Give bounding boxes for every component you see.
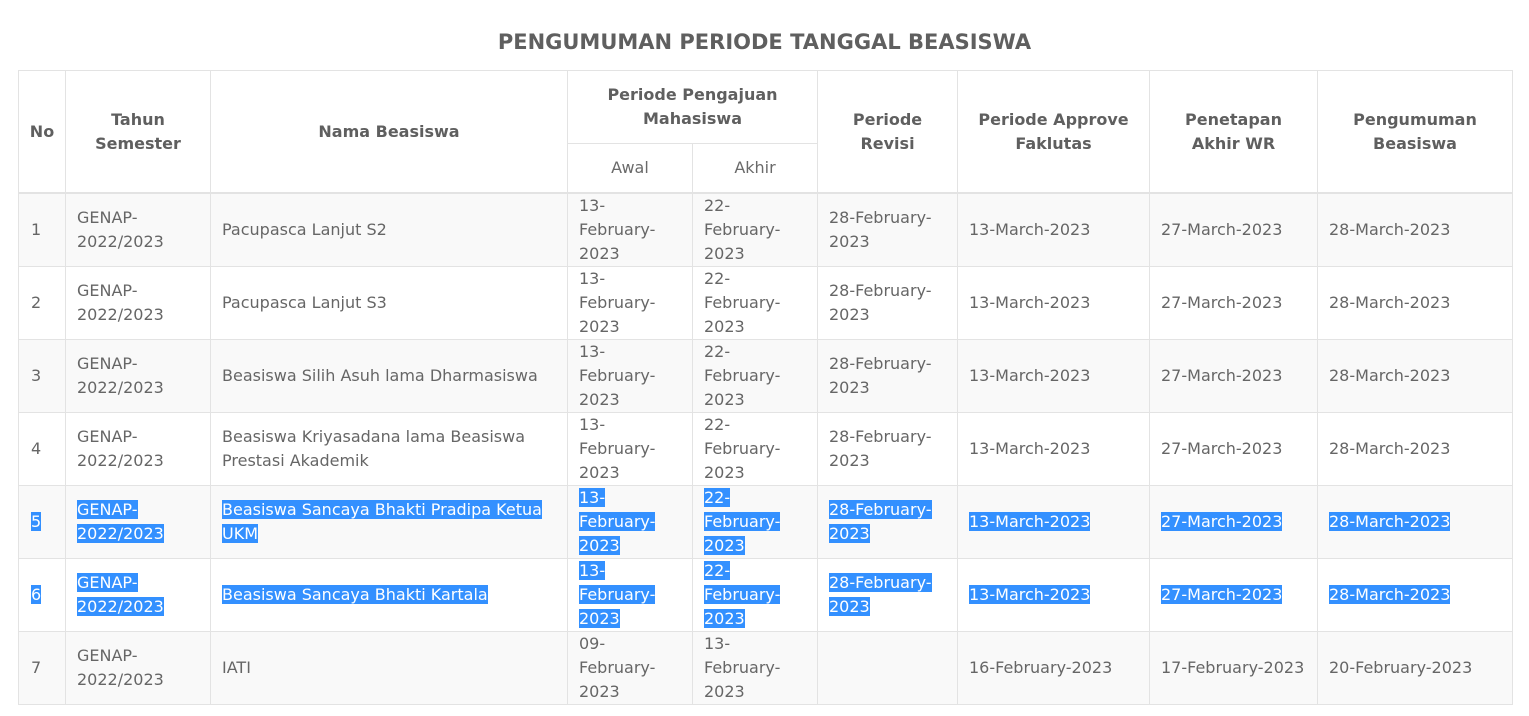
cell-akhir [693,340,818,413]
cell-penetapan-akhir [1150,193,1318,267]
cell-akhir [693,413,818,486]
cell-penetapan-akhir-text: 27-March-2023 [1161,585,1283,604]
cell-nama-beasiswa-text: Beasiswa Sancaya Bhakti Kartala [222,585,488,604]
cell-penetapan-akhir-text: 27-March-2023 [1161,220,1283,239]
table-row [19,193,1513,267]
cell-akhir [693,193,818,267]
cell-periode-revisi [818,413,958,486]
cell-no-text: 1 [31,220,42,239]
cell-periode-revisi [818,193,958,267]
cell-pengumuman [1318,413,1513,486]
header-penetapan-akhir: Penetapan Akhir WR [1150,71,1318,194]
cell-periode-approve [958,632,1150,705]
cell-akhir-text: 22-February-2023 [704,269,781,336]
page-title: PENGUMUMAN PERIODE TANGGAL BEASISWA [497,30,1032,54]
cell-awal [568,267,693,340]
table-row [19,340,1513,413]
cell-no [19,340,66,413]
cell-no-text: 7 [31,658,42,677]
cell-nama-beasiswa [211,340,568,413]
cell-tahun-semester-text: GENAP-2022/2023 [77,281,164,324]
scholarship-table [18,70,1513,705]
cell-no [19,267,66,340]
cell-periode-approve-text: 13-March-2023 [969,512,1091,531]
cell-awal [568,559,693,632]
table-row [19,486,1513,559]
cell-akhir [693,486,818,559]
header-awal: Awal [568,144,693,194]
cell-periode-revisi-text: 28-February-2023 [829,427,932,470]
cell-nama-beasiswa-text: Beasiswa Kriyasadana lama Beasiswa Prestasi Akademik [222,427,525,470]
cell-periode-revisi [818,632,958,705]
cell-nama-beasiswa-text: Pacupasca Lanjut S3 [222,293,387,312]
cell-no [19,486,66,559]
header-periode-revisi: Periode Revisi [818,71,958,194]
cell-pengumuman-text: 20-February-2023 [1329,658,1473,677]
cell-penetapan-akhir [1150,340,1318,413]
cell-no-text: 3 [31,366,42,385]
cell-tahun-semester [66,486,211,559]
cell-periode-approve-text: 13-March-2023 [969,585,1091,604]
cell-nama-beasiswa-text: Pacupasca Lanjut S2 [222,220,387,239]
cell-tahun-semester [66,193,211,267]
cell-akhir-text: 22-February-2023 [704,561,781,628]
cell-periode-revisi-text: 28-February-2023 [829,500,932,543]
cell-nama-beasiswa-text: IATI [222,658,251,677]
cell-no-text: 6 [31,585,42,604]
cell-periode-approve [958,193,1150,267]
cell-tahun-semester [66,559,211,632]
cell-pengumuman [1318,340,1513,413]
cell-no [19,413,66,486]
cell-pengumuman [1318,193,1513,267]
cell-periode-revisi [818,340,958,413]
cell-akhir [693,267,818,340]
cell-nama-beasiswa [211,267,568,340]
cell-pengumuman-text: 28-March-2023 [1329,585,1451,604]
cell-awal-text: 09-February-2023 [579,634,656,701]
cell-no-text: 2 [31,293,42,312]
cell-penetapan-akhir-text: 27-March-2023 [1161,366,1283,385]
cell-awal [568,413,693,486]
cell-penetapan-akhir [1150,632,1318,705]
cell-no [19,193,66,267]
cell-tahun-semester [66,340,211,413]
cell-tahun-semester [66,413,211,486]
cell-tahun-semester-text: GENAP-2022/2023 [77,208,164,251]
cell-pengumuman [1318,632,1513,705]
cell-periode-approve [958,413,1150,486]
table-row [19,632,1513,705]
header-akhir: Akhir [693,144,818,194]
cell-no-text: 5 [31,512,42,531]
cell-pengumuman-text: 28-March-2023 [1329,366,1451,385]
cell-tahun-semester-text: GENAP-2022/2023 [77,427,164,470]
header-periode-approve: Periode Approve Faklutas [958,71,1150,194]
cell-periode-revisi-text: 28-February-2023 [829,354,932,397]
cell-akhir-text: 22-February-2023 [704,196,781,263]
header-nama-beasiswa: Nama Beasiswa [211,71,568,194]
cell-akhir-text: 22-February-2023 [704,415,781,482]
cell-awal-text: 13-February-2023 [579,415,656,482]
cell-penetapan-akhir-text: 27-March-2023 [1161,512,1283,531]
cell-tahun-semester [66,267,211,340]
cell-tahun-semester-text: GENAP-2022/2023 [77,500,164,543]
cell-no [19,632,66,705]
cell-akhir [693,632,818,705]
cell-nama-beasiswa-text: Beasiswa Sancaya Bhakti Pradipa Ketua UKM [222,500,542,543]
cell-no-text: 4 [31,439,42,458]
cell-awal [568,486,693,559]
cell-awal-text: 13-February-2023 [579,196,656,263]
cell-awal [568,632,693,705]
cell-periode-approve [958,340,1150,413]
cell-pengumuman-text: 28-March-2023 [1329,220,1451,239]
header-periode-pengajuan: Periode Pengajuan Mahasiswa [568,71,818,144]
cell-periode-revisi [818,486,958,559]
table-row [19,267,1513,340]
header-pengumuman: Pengumuman Beasiswa [1318,71,1513,194]
table-body [19,193,1513,705]
cell-akhir-text: 22-February-2023 [704,488,781,555]
cell-periode-revisi-text: 28-February-2023 [829,281,932,324]
cell-nama-beasiswa-text: Beasiswa Silih Asuh lama Dharmasiswa [222,366,538,385]
cell-periode-approve [958,559,1150,632]
cell-penetapan-akhir-text: 27-March-2023 [1161,439,1283,458]
cell-awal-text: 13-February-2023 [579,488,656,555]
cell-periode-approve-text: 13-March-2023 [969,366,1091,385]
cell-periode-revisi-text: 28-February-2023 [829,573,932,616]
cell-periode-approve-text: 13-March-2023 [969,439,1091,458]
cell-periode-approve-text: 13-March-2023 [969,220,1091,239]
cell-akhir-text: 22-February-2023 [704,342,781,409]
cell-tahun-semester-text: GENAP-2022/2023 [77,354,164,397]
cell-akhir-text: 13-February-2023 [704,634,781,701]
cell-penetapan-akhir [1150,559,1318,632]
header-no: No [19,71,66,194]
cell-awal-text: 13-February-2023 [579,269,656,336]
cell-tahun-semester [66,632,211,705]
cell-pengumuman-text: 28-March-2023 [1329,512,1451,531]
cell-nama-beasiswa [211,413,568,486]
cell-penetapan-akhir-text: 17-February-2023 [1161,658,1305,677]
cell-awal [568,340,693,413]
cell-periode-revisi-text: 28-February-2023 [829,208,932,251]
cell-penetapan-akhir [1150,413,1318,486]
cell-nama-beasiswa [211,632,568,705]
cell-tahun-semester-text: GENAP-2022/2023 [77,573,164,616]
cell-awal [568,193,693,267]
header-tahun-semester: Tahun Semester [66,71,211,194]
cell-periode-approve [958,486,1150,559]
cell-penetapan-akhir [1150,267,1318,340]
cell-penetapan-akhir [1150,486,1318,559]
cell-periode-revisi [818,559,958,632]
cell-nama-beasiswa [211,559,568,632]
cell-pengumuman [1318,267,1513,340]
cell-pengumuman [1318,559,1513,632]
cell-pengumuman [1318,486,1513,559]
cell-periode-revisi [818,267,958,340]
cell-periode-approve-text: 16-February-2023 [969,658,1113,677]
cell-periode-approve-text: 13-March-2023 [969,293,1091,312]
cell-akhir [693,559,818,632]
cell-tahun-semester-text: GENAP-2022/2023 [77,646,164,689]
cell-pengumuman-text: 28-March-2023 [1329,439,1451,458]
table-row [19,559,1513,632]
table-row [19,413,1513,486]
cell-penetapan-akhir-text: 27-March-2023 [1161,293,1283,312]
cell-no [19,559,66,632]
cell-nama-beasiswa [211,193,568,267]
cell-nama-beasiswa [211,486,568,559]
cell-awal-text: 13-February-2023 [579,342,656,409]
cell-pengumuman-text: 28-March-2023 [1329,293,1451,312]
cell-periode-approve [958,267,1150,340]
cell-awal-text: 13-February-2023 [579,561,656,628]
table-header [19,71,1513,194]
